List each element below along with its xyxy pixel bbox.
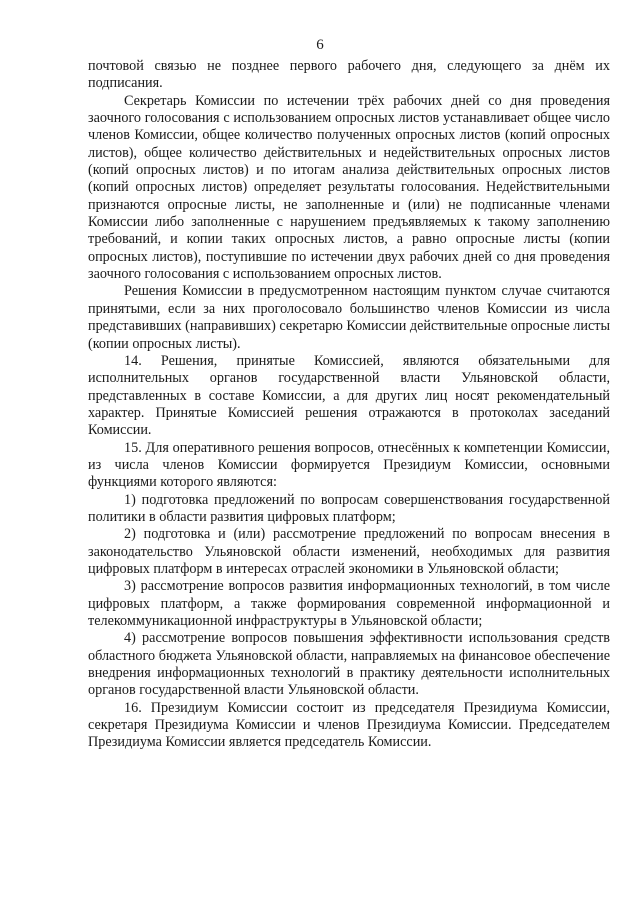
paragraph-decisions-adopted: Решения Комиссии в предусмотренном настоящим пунктом случае считаются принятыми, если за них проголосовало большинство членов Комиссии из числа представивших (направивших) секретарю Комиссии действительные опросные листы (копии опросных листы). bbox=[88, 283, 610, 352]
paragraph-item-16: 16. Президиум Комиссии состоит из председателя Президиума Комиссии, секретаря Президиума Комиссии и членов Президиума Комиссии. Председателем Президиума Комиссии является председатель Комиссии. bbox=[88, 699, 610, 751]
paragraph-item-14: 14. Решения, принятые Комиссией, являются обязательными для исполнительных органов государственной власти Ульяновской области, представленных в составе Комиссии, а для других лиц носят рекомендательный характер. Принятые Комиссией решения отражаются в протоколах заседаний Комиссии. bbox=[88, 352, 610, 439]
paragraph-continuation: почтовой связью не позднее первого рабочего дня, следующего за днём их подписания. bbox=[88, 58, 610, 92]
list-item-4: 4) рассмотрение вопросов повышения эффективности использования средств областного бюджета Ульяновской области, направляемых на финансовое обеспечение внедрения информационных технологий в практику деятельности исполнительных органов государственной власти Ульяновской области. bbox=[88, 630, 610, 699]
list-item-1: 1) подготовка предложений по вопросам совершенствования государственной политики в области развития цифровых платформ; bbox=[88, 491, 610, 525]
list-item-2: 2) подготовка и (или) рассмотрение предложений по вопросам внесения в законодательство Ульяновской области изменений, необходимых для развития цифровых платформ в интересах отраслей экономики в Ульяновской области; bbox=[88, 526, 610, 577]
paragraph-secretary-count: Секретарь Комиссии по истечении трёх рабочих дней со дня проведения заочного голосования с использованием опросных листов устанавливает общее число членов Комиссии, общее количество полученных опросных листов (копий опросных листов), общее количество действительных и недействительных опросных листов (копий опросных листов) и по итогам анализа действительных опросных листов (копий опросных листов) определяет результаты голосования. Недействительными признаются опросные листы, не заполненные и (или) не подписанные членами Комиссии либо заполненные с нарушением предъявляемых к такому заполнению требований, и копии таких опросных листов, а равно опросные листы (копии опросных листов), поступившие по истечении двух рабочих дней со дня проведения заочного голосования с использованием опросных листов. bbox=[88, 92, 610, 283]
paragraph-item-15: 15. Для оперативного решения вопросов, отнесённых к компетенции Комиссии, из числа членов Комиссии формируется Президиум Комиссии, основными функциями которого являются: bbox=[88, 439, 610, 491]
list-item-3: 3) рассмотрение вопросов развития информационных технологий, в том числе цифровых платформ, а также формирования современной информационной и телекоммуникационной инфраструктуры в Ульяновской области; bbox=[88, 578, 610, 629]
document-body bbox=[88, 58, 610, 752]
page-number: 6 bbox=[316, 37, 324, 53]
